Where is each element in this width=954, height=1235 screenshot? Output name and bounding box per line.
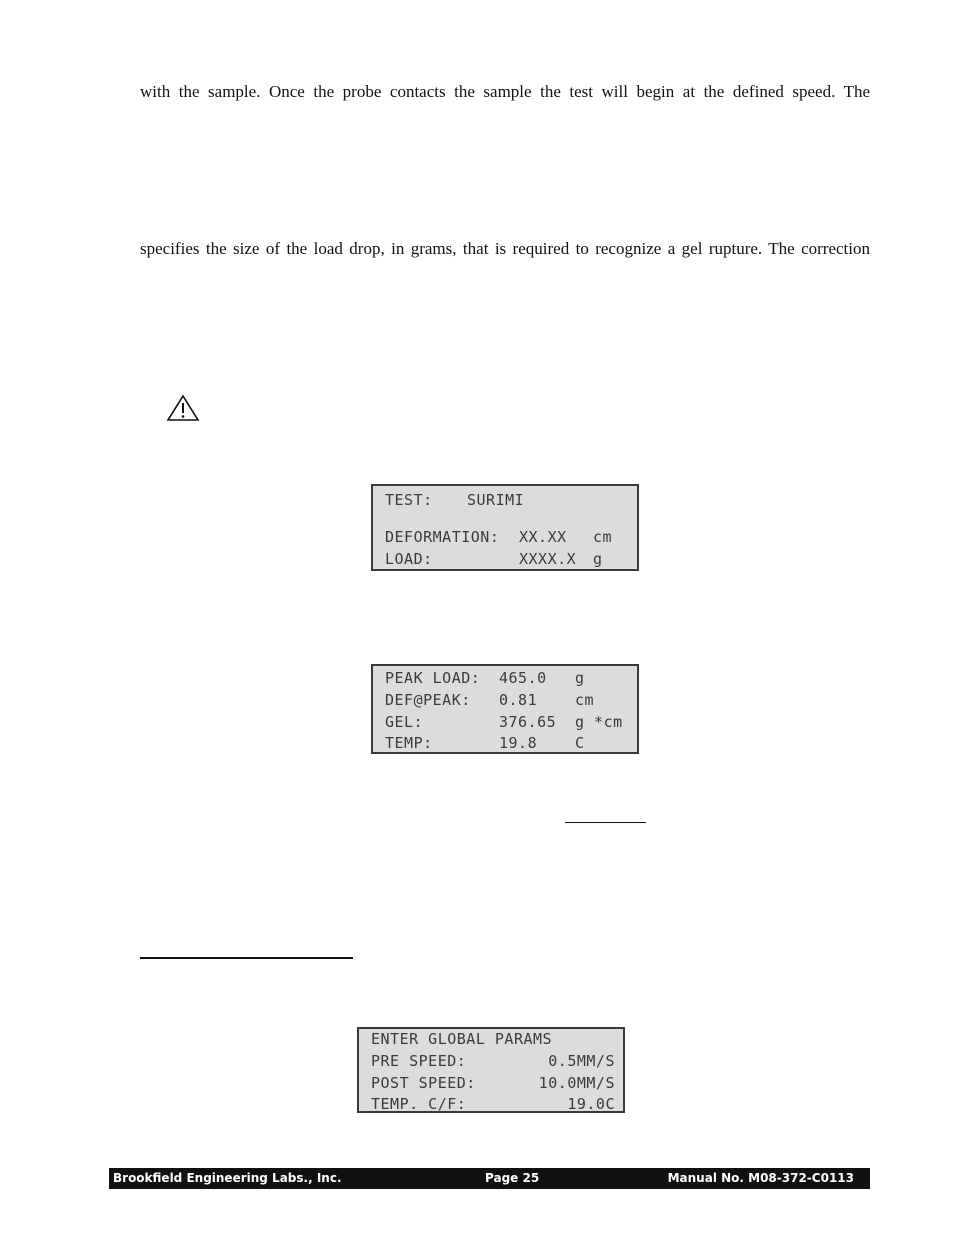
lcd-label: GEL: [385, 713, 424, 731]
lcd-unit: cm [575, 691, 595, 709]
lcd-row-pre-speed [371, 1051, 615, 1071]
lcd-title-text: ENTER GLOBAL PARAMS [371, 1030, 553, 1048]
lcd-label: DEFORMATION: [385, 528, 500, 546]
lcd-value: 19.0C [567, 1095, 615, 1113]
footer-page-number: Page 25 [485, 1171, 540, 1185]
lcd-global-params-display [357, 1027, 625, 1113]
lcd-test-display [371, 484, 639, 571]
warning-triangle-icon [166, 394, 200, 422]
lcd-label: TEMP. C/F: [371, 1095, 467, 1113]
lcd-unit: g *cm [575, 713, 623, 731]
footer-company: Brookfield Engineering Labs., Inc. [113, 1171, 342, 1185]
lcd-label: LOAD: [385, 550, 433, 568]
lcd-value: 465.0 [499, 669, 547, 687]
lcd-label: PRE SPEED: [371, 1052, 467, 1070]
lcd-label: TEST: [385, 491, 433, 509]
lcd-row-test [385, 490, 629, 510]
lcd-row-deformation [385, 527, 629, 547]
lcd-row-post-speed [371, 1073, 615, 1093]
lcd-value: 10.0MM/S [538, 1074, 615, 1092]
lcd-row-def-at-peak [385, 690, 629, 710]
lcd-value: 376.65 [499, 713, 557, 731]
footer-manual-number: Manual No. M08-372-C0113 [667, 1171, 854, 1185]
lcd-value: 19.8 [499, 734, 538, 752]
body-text-line-2: specifies the size of the load drop, in grams, that is required to recognize a gel rupture. The correction [140, 239, 870, 258]
body-text-line-1: with the sample. Once the probe contacts the sample the test will begin at the defined speed. The [140, 82, 870, 101]
lcd-row-load [385, 549, 629, 569]
lcd-label: TEMP: [385, 734, 433, 752]
lcd-value: 0.81 [499, 691, 538, 709]
lcd-row-temp [385, 733, 629, 753]
lcd-unit: g [575, 669, 585, 687]
lcd-unit: C [575, 734, 585, 752]
lcd-value: 0.5MM/S [548, 1052, 615, 1070]
page-footer [109, 1168, 870, 1189]
lcd-label: PEAK LOAD: [385, 669, 481, 687]
lcd-title [371, 1029, 615, 1049]
lcd-row-peak-load [385, 668, 629, 688]
lcd-unit: g [593, 550, 603, 568]
lcd-label: POST SPEED: [371, 1074, 476, 1092]
lcd-value: XX.XX [519, 528, 567, 546]
lcd-row-temp-cf [371, 1094, 615, 1114]
underline-rule [565, 822, 646, 823]
lcd-value: SURIMI [467, 491, 525, 509]
lcd-results-display [371, 664, 639, 754]
section-heading-underline [140, 957, 353, 959]
lcd-row-gel [385, 712, 629, 732]
lcd-value: XXXX.X [519, 550, 577, 568]
lcd-label: DEF@PEAK: [385, 691, 471, 709]
lcd-unit: cm [593, 528, 613, 546]
